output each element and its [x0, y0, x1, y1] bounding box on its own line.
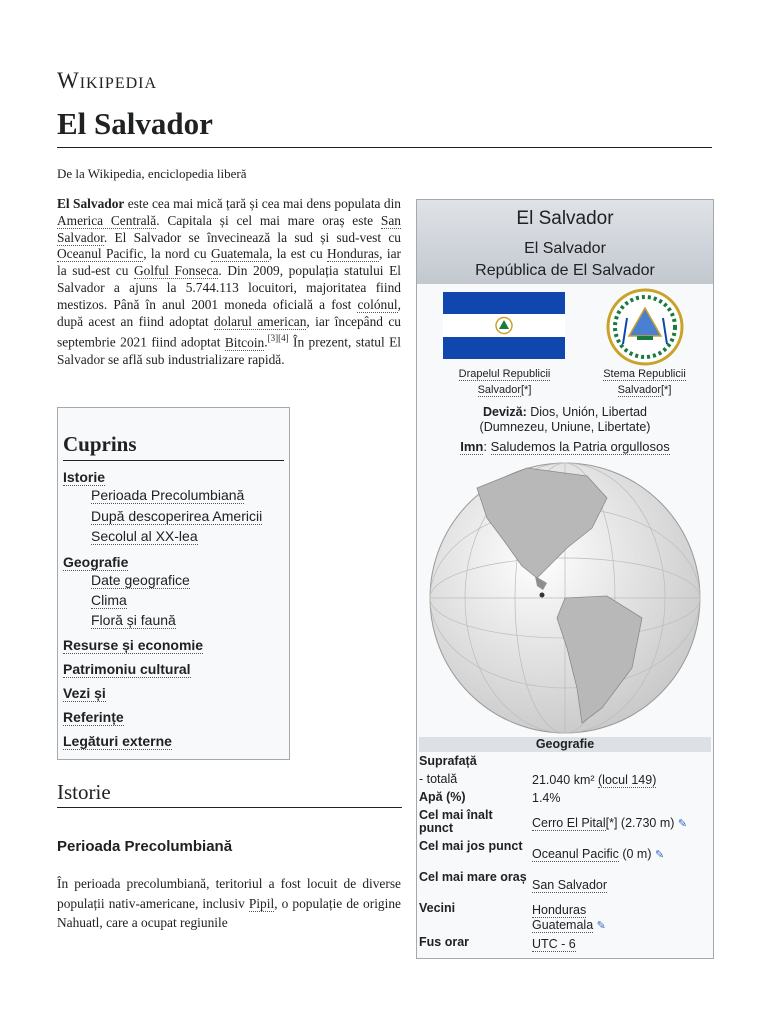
flag-caption-link[interactable]: Drapelul Republicii: [458, 368, 551, 380]
link-america-centrala[interactable]: America Centrală: [57, 212, 157, 228]
lead-text: , la est cu: [268, 246, 328, 262]
largest-city-link[interactable]: San Salvador: [532, 878, 608, 892]
link-bitcoin[interactable]: Bitcoin: [224, 334, 265, 350]
toc-link[interactable]: Legături externe: [63, 733, 172, 749]
link-oceanul-pacific[interactable]: Oceanul Pacific: [57, 246, 144, 262]
toc-link[interactable]: Referințe: [63, 709, 124, 725]
toc-title: Cuprins: [63, 432, 137, 456]
toc-link[interactable]: Perioada Precolumbiană: [91, 487, 245, 503]
row-label-suprafata[interactable]: Suprafață: [419, 754, 477, 768]
link-colon[interactable]: colónul: [357, 296, 398, 312]
orthographic-map-image[interactable]: [417, 458, 713, 734]
toc-item-patrimoniu-cultural[interactable]: [63, 661, 191, 677]
edit-pencil-icon[interactable]: ✎: [654, 849, 665, 861]
seal-caption-link-2[interactable]: Salvador: [617, 384, 661, 396]
motto-label[interactable]: Deviză:: [483, 405, 527, 419]
link-san-salvador[interactable]: San Salvador: [57, 212, 401, 245]
row-value-cel-mai-mare-oras: [532, 878, 712, 893]
lead-paragraph: [57, 196, 401, 368]
infobox-official-name: República de El Salvador: [475, 262, 655, 279]
lowest-elevation: (0 m): [618, 847, 652, 861]
motto: [417, 405, 713, 435]
infobox-local-name: El Salvador: [524, 240, 606, 257]
row-label-totala: - totală: [419, 772, 458, 786]
toc-item-clima[interactable]: [91, 592, 127, 608]
infobox-section-geografie: Geografie: [419, 737, 711, 752]
title-divider: [57, 147, 712, 148]
toc-link[interactable]: Date geografice: [91, 572, 190, 588]
row-value-cel-mai-jos: [532, 847, 712, 863]
toc-item-dupa-descoperirea[interactable]: [91, 508, 262, 524]
lowest-point-link[interactable]: Oceanul Pacific: [532, 847, 619, 861]
para-text: În perioada precolumbiană, teritoriul a fost locuit de diverse populații nativ-americane, inclusiv: [57, 876, 401, 911]
motto-translation: (Dumnezeu, Uniune, Libertate): [479, 420, 651, 434]
toc-link[interactable]: Floră și faună: [91, 612, 176, 628]
toc-item-date-geografice[interactable]: [91, 572, 190, 588]
row-label-vecini[interactable]: Vecini: [419, 901, 456, 915]
para-text: , o populație de origine Nahuatl, care a ocupat regiunile: [57, 895, 401, 931]
total-area-rank-link[interactable]: (locul 149): [598, 773, 657, 787]
flag-caption: [427, 366, 582, 398]
lead-text: , la nord cu: [143, 246, 211, 262]
row-value-cel-mai-inalt: [532, 816, 712, 832]
row-value-apa: 1.4%: [532, 791, 561, 805]
lead-text: , iar la sud-est cu: [57, 246, 401, 279]
row-label-apa[interactable]: Apă (%): [419, 790, 466, 804]
toc-link[interactable]: Vezi și: [63, 685, 106, 701]
lead-text: . Capitala și cel mai mare oraș este: [156, 212, 381, 228]
toc-link[interactable]: Istorie: [63, 469, 106, 485]
section-divider: [57, 807, 402, 808]
infobox-header: [417, 200, 713, 284]
lead-text: .: [264, 334, 268, 350]
body-paragraph: [57, 874, 401, 933]
row-label-cel-mai-mare-oras[interactable]: Cel mai mare oraș: [419, 870, 527, 884]
infobox: [416, 199, 714, 959]
section-heading-istorie: Istorie: [57, 780, 111, 804]
edit-pencil-icon[interactable]: ✎: [596, 920, 606, 932]
toc-item-istorie[interactable]: [63, 469, 105, 485]
toc-link[interactable]: După descoperirea Americii: [91, 508, 263, 524]
link-guatemala[interactable]: Guatemala: [210, 246, 269, 262]
row-label-cel-mai-jos[interactable]: Cel mai jos punct: [419, 839, 523, 853]
toc-link[interactable]: Geografie: [63, 554, 129, 570]
toc-item-geografie[interactable]: [63, 554, 128, 570]
total-area-value: 21.040 km²: [532, 773, 595, 787]
row-value-fus-orar: [532, 937, 712, 952]
seal-caption-link[interactable]: Stema Republicii: [603, 368, 686, 380]
link-honduras[interactable]: Honduras: [327, 246, 380, 262]
anthem: [417, 439, 713, 454]
row-value-totala: [532, 773, 712, 788]
coat-of-arms-image[interactable]: [599, 288, 691, 366]
table-of-contents: [57, 407, 290, 760]
seal-ref[interactable]: [*]: [661, 384, 672, 396]
page-subtitle: De la Wikipedia, enciclopedia liberă: [57, 166, 247, 181]
toc-link[interactable]: Clima: [91, 592, 127, 608]
highest-point-link[interactable]: Cerro El Pital: [532, 816, 606, 830]
flag-caption-link-2[interactable]: Salvador: [477, 384, 521, 396]
link-dolar-american[interactable]: dolarul american: [214, 313, 307, 329]
anthem-label[interactable]: Imn: [460, 439, 484, 454]
neighbor-honduras-link[interactable]: Honduras: [532, 903, 587, 917]
flag-image[interactable]: [443, 292, 565, 359]
lead-text: . Din 2009, populația statului El Salvador a ajuns la 5.744.113 locuitori, majoritatea fiind mestizos. Până în anul 2001 moneda oficială a fost: [57, 263, 401, 312]
link-golful-fonseca[interactable]: Golful Fonseca: [133, 263, 219, 279]
page-title: El Salvador: [57, 106, 213, 141]
timezone-link[interactable]: UTC - 6: [532, 937, 576, 951]
lead-text: . El Salvador se învecinează la sud și sud-vest cu: [103, 229, 401, 245]
subsection-heading: Perioada Precolumbiană: [57, 838, 233, 855]
toc-link[interactable]: Patrimoniu cultural: [63, 661, 191, 677]
lead-text: În prezent, statul El Salvador se află sub industrializare rapidă.: [57, 334, 401, 367]
seal-caption: [577, 366, 712, 398]
toc-item-perioada-precolumbiana[interactable]: [91, 487, 244, 503]
toc-item-vezi-si[interactable]: [63, 685, 106, 701]
toc-item-legaturi-externe[interactable]: [63, 733, 172, 749]
anthem-link[interactable]: Saludemos la Patria orgullosos: [490, 439, 670, 454]
anthem-separator: :: [483, 439, 491, 454]
toc-item-flora-fauna[interactable]: [91, 612, 176, 628]
motto-value: Dios, Unión, Libertad: [526, 405, 647, 419]
highest-elevation: (2.730 m): [617, 816, 675, 830]
toc-item-resurse-economie[interactable]: [63, 637, 203, 653]
lead-text: , după acest an fiind adoptat: [57, 296, 401, 329]
edit-pencil-icon[interactable]: ✎: [677, 818, 688, 830]
highest-ref[interactable]: [*]: [605, 816, 618, 830]
lead-text: , iar începând cu septembrie 2021 fiind adoptat: [57, 313, 402, 350]
row-value-vecini: [532, 903, 712, 934]
neighbor-guatemala-link[interactable]: Guatemala: [532, 918, 594, 932]
lead-bold-term: El Salvador: [57, 196, 125, 211]
toc-item-referinte[interactable]: [63, 709, 124, 725]
row-label-cel-mai-inalt[interactable]: Cel mai înalt punct: [419, 808, 493, 835]
lead-text: este cea mai mică țară și cea mai dens populata din: [124, 196, 401, 211]
toc-link[interactable]: Secolul al XX-lea: [91, 528, 198, 544]
toc-item-secolul-xx[interactable]: [91, 528, 198, 544]
row-label-fus-orar[interactable]: Fus orar: [419, 935, 470, 949]
toc-divider: [63, 460, 284, 461]
toc-link[interactable]: Resurse și economie: [63, 637, 204, 653]
flag-ref[interactable]: [*]: [521, 384, 532, 396]
wikipedia-wordmark[interactable]: Wikipedia: [57, 68, 158, 93]
citation-ref[interactable]: [3][4]: [267, 333, 289, 344]
infobox-name: El Salvador: [516, 208, 614, 229]
link-pipil[interactable]: Pipil: [248, 895, 275, 911]
